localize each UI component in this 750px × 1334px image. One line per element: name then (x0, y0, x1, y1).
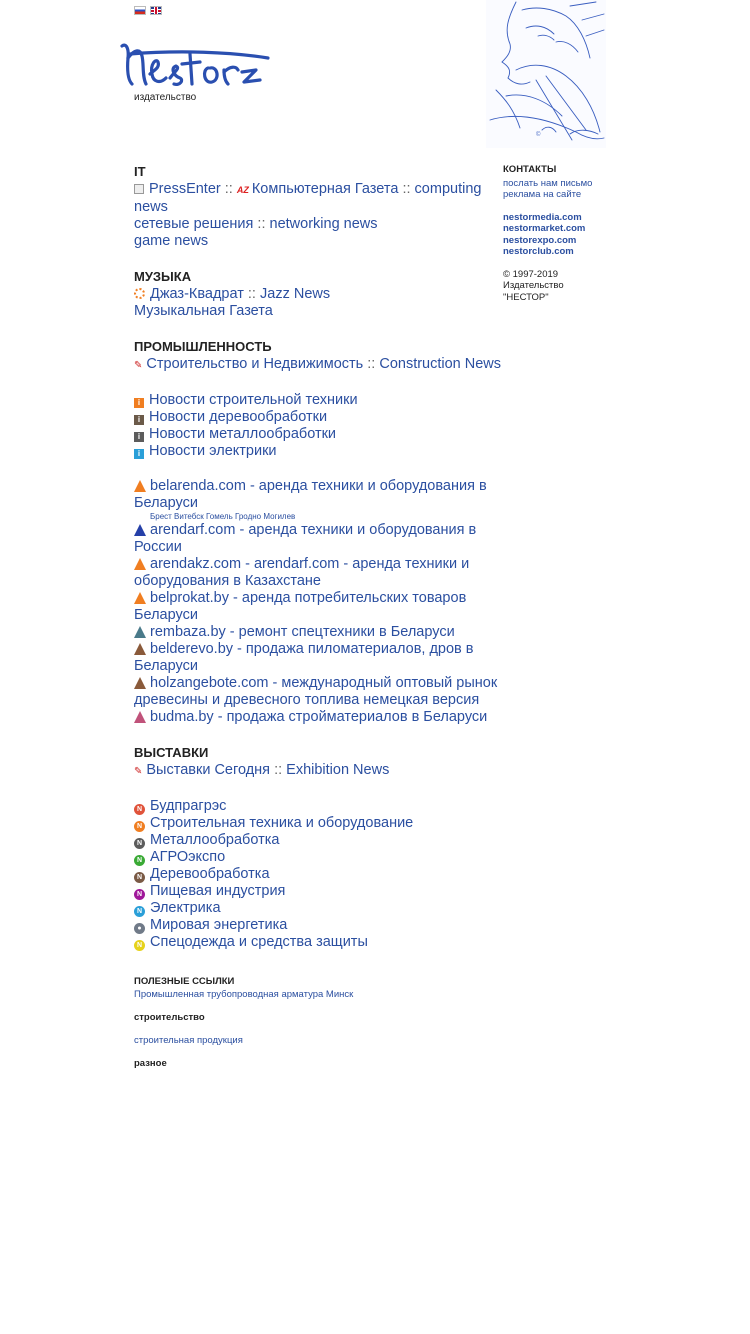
pressenter-link[interactable]: PressEnter (149, 181, 221, 197)
exhibitions-row-1 (134, 762, 506, 780)
section-title-exhibitions: ВЫСТАВКИ (134, 745, 209, 760)
site-link[interactable]: nestorclub.com (503, 246, 574, 257)
exhibition-item[interactable] (134, 832, 506, 849)
site-link[interactable]: nestormedia.com (503, 211, 582, 223)
triangle-icon (134, 626, 146, 638)
useful-links (134, 975, 353, 1070)
nestor-logo[interactable] (120, 40, 272, 95)
exhibitions-today-link[interactable]: Выставки Сегодня (146, 762, 271, 778)
useful-link[interactable]: Промышленная трубопроводная арматура Минск (134, 989, 354, 1000)
it-row-2 (134, 216, 506, 233)
mail-link[interactable]: послать нам письмо (503, 177, 593, 189)
news-item[interactable] (134, 392, 506, 409)
publisher-line-2: "НЕСТОР" (503, 291, 549, 303)
exhibition-link[interactable]: Спецодежда и средства защиты (150, 934, 368, 950)
separator: :: (224, 181, 233, 197)
exhibition-link[interactable]: Пищевая индустрия (150, 883, 286, 899)
kg-icon: AZ (236, 185, 249, 195)
triangle-icon (134, 711, 146, 723)
contacts-title: КОНТАКТЫ (503, 164, 557, 175)
rent-item[interactable] (134, 590, 506, 624)
news-link[interactable]: Новости строительной техники (149, 392, 358, 408)
site-link[interactable]: nestorexpo.com (503, 234, 577, 246)
publisher-line-1: Издательство (503, 280, 564, 291)
copyright: © 1997-2019 (503, 268, 559, 280)
contacts-sidebar (503, 164, 613, 303)
rent-item[interactable] (134, 624, 506, 641)
separator: :: (247, 286, 256, 302)
exhibition-item[interactable] (134, 934, 506, 951)
separator: :: (257, 216, 266, 232)
n-badge-icon: N (134, 838, 145, 849)
exhibition-item[interactable] (134, 917, 506, 934)
nestor-logo-icon (120, 40, 272, 90)
rent-item[interactable] (134, 709, 506, 726)
exhibition-link[interactable]: АГРОэкспо (150, 849, 226, 865)
separator: :: (367, 356, 376, 372)
exhibition-item[interactable] (134, 849, 506, 866)
rent-link[interactable]: belderevo.by - продажа пиломатериалов, дров в Беларуси (134, 641, 474, 674)
rent-link[interactable]: budma.by - продажа стройматериалов в Беларуси (150, 709, 488, 725)
separator: :: (402, 181, 411, 197)
stroy-link[interactable]: Строительство и Недвижимость (146, 356, 364, 372)
ads-link[interactable]: реклама на сайте (503, 189, 582, 200)
section-title-it: IT (134, 164, 146, 179)
exhibition-item[interactable] (134, 815, 506, 832)
n-badge-icon: ● (134, 923, 145, 934)
rent-link[interactable]: arendarf.com - аренда техники и оборудования в России (134, 522, 477, 555)
exhibition-link[interactable]: Деревообработка (150, 866, 270, 882)
triangle-icon (134, 592, 146, 604)
jazz-news-link[interactable]: Jazz News (260, 286, 331, 302)
triangle-icon (134, 524, 146, 536)
site-link[interactable]: nestormarket.com (503, 223, 586, 234)
exhibition-item[interactable] (134, 883, 506, 900)
it-row-3 (134, 233, 506, 250)
section-title-music: МУЗЫКА (134, 269, 192, 284)
n-badge-icon: N (134, 821, 145, 832)
rent-link[interactable]: rembaza.by - ремонт спецтехники в Беларуси (150, 624, 455, 640)
rent-link[interactable]: holzangebote.com - международный оптовый рынок древесины и древесного топлива немецкая версия (134, 675, 498, 708)
useful-links-title: ПОЛЕЗНЫЕ ССЫЛКИ (134, 976, 235, 987)
exhibition-news-link[interactable]: Exhibition News (286, 762, 390, 778)
triangle-icon (134, 643, 146, 655)
info-icon: i (134, 415, 144, 425)
it-row-1 (134, 181, 506, 216)
triangle-icon (134, 558, 146, 570)
rent-link[interactable]: belarenda.com - аренда техники и оборудования в Беларуси (134, 478, 487, 511)
rent-item[interactable] (134, 641, 506, 675)
n-badge-icon: N (134, 889, 145, 900)
n-badge-icon: N (134, 872, 145, 883)
construction-icon: ✎ (134, 360, 143, 371)
triangle-icon (134, 480, 146, 492)
rent-link[interactable]: belprokat.by - аренда потребительских товаров Беларуси (134, 590, 467, 623)
header-sketch-image (486, 0, 606, 153)
news-item[interactable] (134, 426, 506, 443)
language-switcher (134, 6, 162, 15)
exhibition-item[interactable] (134, 900, 506, 917)
music-row-1 (134, 286, 506, 303)
publisher-tagline: издательство (134, 92, 197, 103)
useful-link[interactable]: строительная продукция (134, 1035, 243, 1046)
news-link[interactable]: Новости электрики (149, 443, 277, 459)
rent-item[interactable] (134, 522, 506, 556)
rent-link[interactable]: arendakz.com - arendarf.com - аренда техники и оборудования в Казахстане (134, 556, 470, 589)
svg-text:©: © (536, 132, 541, 138)
news-link[interactable]: Новости металлообработки (149, 426, 337, 442)
info-icon: i (134, 398, 144, 408)
separator: :: (274, 762, 283, 778)
industry-row-1 (134, 356, 506, 374)
rent-item[interactable] (134, 675, 506, 709)
info-icon: i (134, 432, 144, 442)
n-badge-icon: N (134, 855, 145, 866)
exhibition-link[interactable]: Мировая энергетика (150, 917, 288, 933)
net-solutions-link[interactable]: сетевые решения (134, 216, 254, 232)
useful-category: разное (134, 1058, 167, 1069)
n-badge-icon: N (134, 804, 145, 815)
n-badge-icon: N (134, 940, 145, 951)
rent-item[interactable] (134, 478, 506, 512)
rent-item[interactable] (134, 556, 506, 590)
n-badge-icon: N (134, 906, 145, 917)
english-flag-icon[interactable] (150, 6, 162, 15)
networking-news-link[interactable]: networking news (269, 216, 378, 232)
news-item[interactable] (134, 443, 506, 460)
exhibition-link[interactable]: Будпрагрэс (150, 798, 227, 814)
section-title-industry: ПРОМЫШЛЕННОСТЬ (134, 339, 272, 354)
jazz-kvadrat-link[interactable]: Джаз-Квадрат (150, 286, 244, 302)
useful-category: строительство (134, 1012, 205, 1023)
news-item[interactable] (134, 409, 506, 426)
exhibition-icon: ✎ (134, 766, 143, 777)
computing-news-link[interactable]: computing news (134, 181, 482, 215)
exhibition-item[interactable] (134, 798, 506, 815)
music-row-2 (134, 303, 506, 320)
exhibition-link[interactable]: Строительная техника и оборудование (150, 815, 414, 831)
game-news-link[interactable]: game news (134, 233, 209, 249)
pressenter-icon (134, 184, 144, 194)
main-content (134, 163, 506, 951)
exhibition-link[interactable]: Металлообработка (150, 832, 280, 848)
exhibition-item[interactable] (134, 866, 506, 883)
city-links[interactable]: Брест Витебск Гомель Гродно Могилев (150, 512, 296, 521)
triangle-icon (134, 677, 146, 689)
russian-flag-icon[interactable] (134, 6, 146, 15)
info-icon: i (134, 449, 144, 459)
construction-news-link[interactable]: Construction News (379, 356, 502, 372)
news-link[interactable]: Новости деревообработки (149, 409, 328, 425)
music-gazeta-link[interactable]: Музыкальная Газета (134, 303, 273, 319)
kg-link[interactable]: Компьютерная Газета (251, 181, 399, 197)
jazz-icon (134, 288, 145, 299)
exhibition-link[interactable]: Электрика (150, 900, 221, 916)
